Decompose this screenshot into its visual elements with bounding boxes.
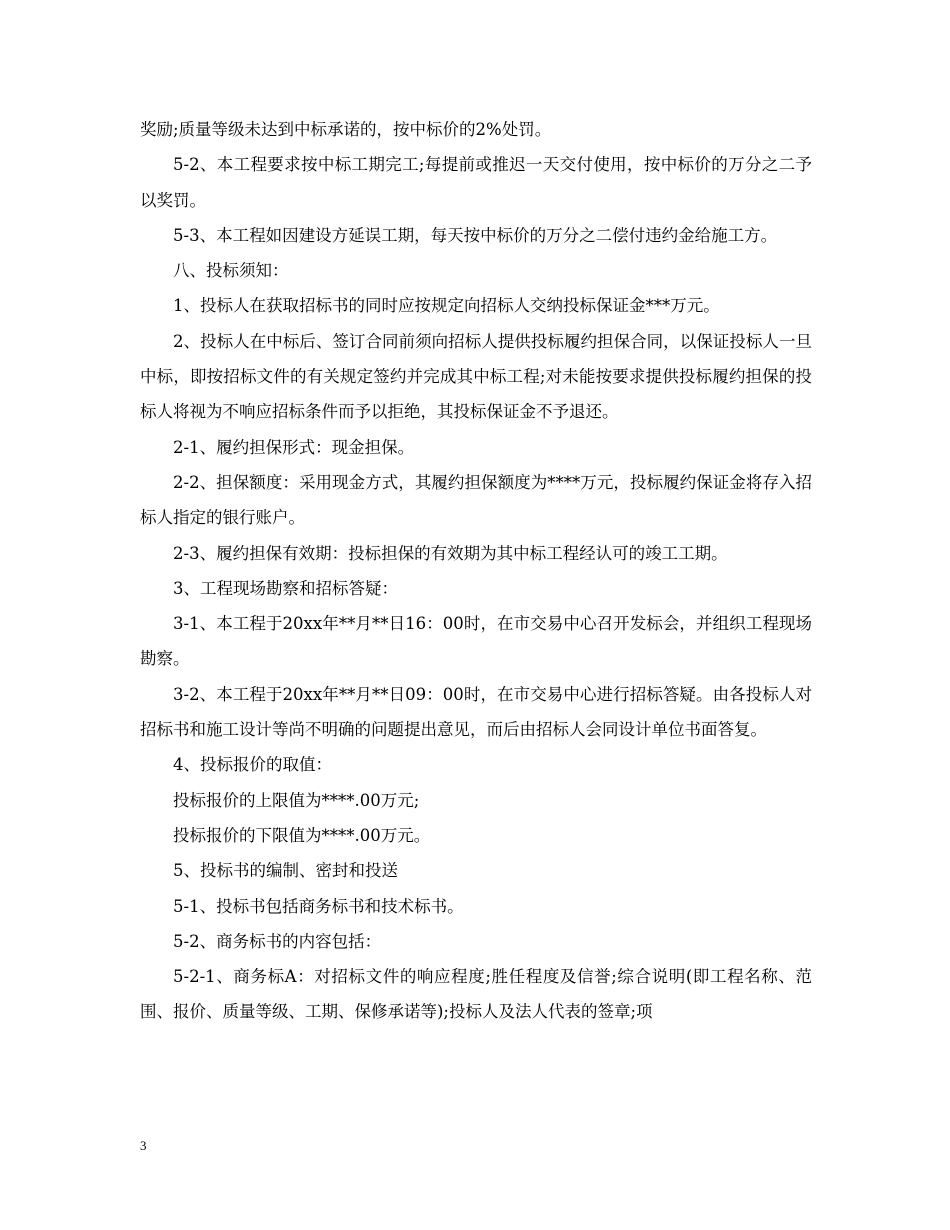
document-body: [140, 112, 812, 1030]
paragraph: 4、投标报价的取值：: [173, 755, 332, 775]
paragraph: 5-2、商务标书的内容包括：: [173, 931, 382, 951]
paragraph: 投标报价的上限值为****.00万元;: [173, 790, 420, 810]
paragraph: 5、投标书的编制、密封和投送: [173, 861, 398, 881]
paragraph: 奖励;质量等级未达到中标承诺的，按中标价的2%处罚。: [140, 120, 552, 139]
paragraph: 3-1、本工程于20xx年**月**日16：00时，在市交易中心召开发标会，并组织工程现场勘察。: [140, 614, 812, 669]
paragraph: 5-3、本工程如因建设方延误工期，每天按中标价的万分之二偿付违约金给施工方。: [173, 225, 778, 245]
paragraph: 3、工程现场勘察和招标答疑：: [173, 578, 398, 598]
paragraph: 5-2-1、商务标A：对招标文件的响应程度;胜任程度及信誉;综合说明(即工程名称、范围、报价、质量等级、工期、保修承诺等);投标人及法人代表的签章;项: [140, 967, 812, 1022]
paragraph: 2-2、担保额度：采用现金方式，其履约担保额度为****万元，投标履约保证金将存入招标人指定的银行账户。: [140, 472, 812, 528]
page-number: 3: [140, 1138, 147, 1153]
paragraph: 5-1、投标书包括商务标书和技术标书。: [173, 896, 464, 916]
paragraph: 2-1、履约担保形式：现金担保。: [173, 437, 415, 457]
paragraph: 2、投标人在中标后、签订合同前须向招标人提供投标履约担保合同，以保证投标人一旦中标，即按招标文件的有关规定签约并完成其中标工程;对未能按要求提供投标履约担保的投标人将视为不响应招标条件而予以拒绝，其投标保证金不予退还。: [140, 331, 812, 422]
paragraph: 2-3、履约担保有效期：投标担保的有效期为其中标工程经认可的竣工工期。: [173, 543, 728, 563]
section-heading: 八、投标须知：: [173, 261, 289, 281]
paragraph: 3-2、本工程于20xx年**月**日09：00时，在市交易中心进行招标答疑。由各投标人对招标书和施工设计等尚不明确的问题提出意见，而后由招标人会同设计单位书面答复。: [140, 684, 812, 740]
paragraph: 投标报价的下限值为****.00万元。: [173, 825, 431, 845]
paragraph: 1、投标人在获取招标书的同时应按规定向招标人交纳投标保证金***万元。: [173, 296, 720, 316]
paragraph: 5-2、本工程要求按中标工期完工;每提前或推迟一天交付使用，按中标价的万分之二予以奖罚。: [140, 155, 812, 210]
